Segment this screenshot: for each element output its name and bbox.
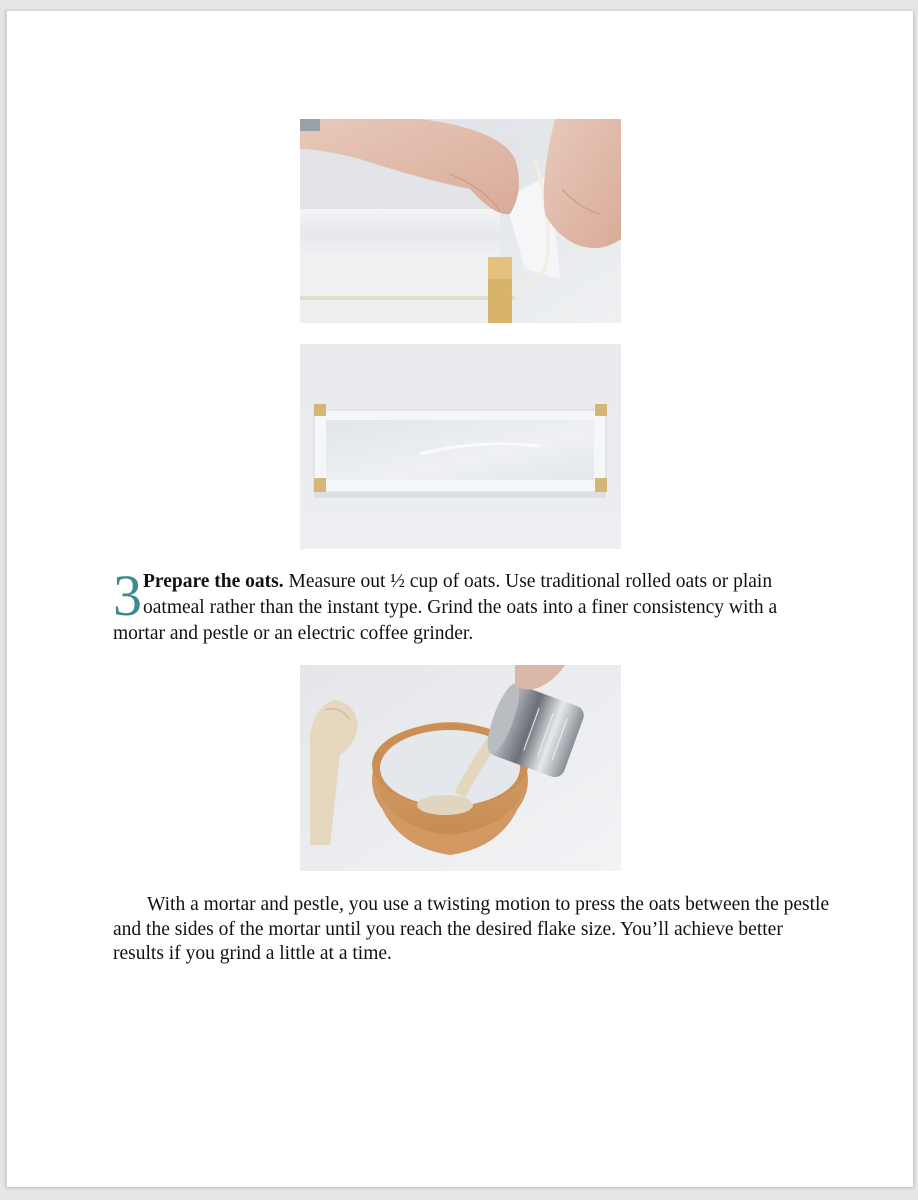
step-number-dropcap: 3 bbox=[113, 563, 142, 628]
step-body: Measure out ½ cup of oats. Use traditional rolled oats or plain oatmeal rather than the instant type. Grind the oats into a finer consistency with a mortar and pestle or an electric coffee grinder. bbox=[113, 571, 778, 644]
photo-lined-mold bbox=[300, 344, 621, 549]
photo-tying-mold-image bbox=[300, 119, 621, 323]
step-3 bbox=[113, 563, 813, 647]
photo-tying-mold bbox=[300, 119, 621, 323]
photo-oats-mortar bbox=[300, 665, 621, 871]
document-page bbox=[5, 10, 913, 1187]
photo-lined-mold-image bbox=[300, 344, 621, 549]
body-paragraph: With a mortar and pestle, you use a twisting motion to press the oats between the pestle and the sides of the mortar until you reach the desired flake size. You’ll achieve better results if you grind a little at a time. bbox=[113, 894, 830, 964]
photo-oats-mortar-image bbox=[300, 665, 621, 871]
step-title: Prepare the oats. bbox=[143, 571, 284, 592]
